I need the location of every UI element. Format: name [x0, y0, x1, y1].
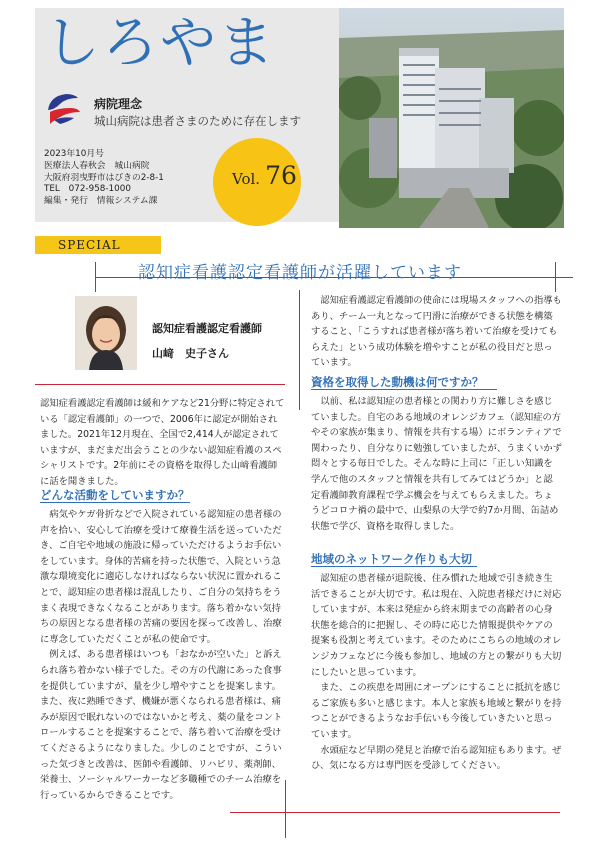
nurse-role: 認知症看護認定看護師	[152, 322, 262, 335]
paragraph: 病気やケガ骨折などで入院されている認知症の患者様の声を拾い、安心して治療を受けて療養生活を送っていただき、ご自宅や地域の施設に帰っていただけるようお手伝いをしています。身体的苦痛を持った状態で、入院という急激な環境変化に適応しなければならない状況に置かれることで、認知症の患者様は混乱したり、ご自分の気持ちをうまく表現できなくなることがあります。落ち着かない気持ちの原因となる患者様の苦痛の要因を探って改善し、治療に専念していただくことが私の使命です。	[40, 509, 282, 645]
nurse-portrait-photo	[75, 296, 137, 370]
motto-text: 城山病院は患者さまのために存在します	[94, 114, 301, 128]
publication-info	[44, 149, 164, 208]
red-rule	[299, 290, 300, 410]
issue-date: 2023年10月号	[44, 149, 104, 159]
red-rule	[35, 384, 285, 385]
section-network-body	[311, 571, 562, 774]
section-heading-network: 地域のネットワーク作りも大切	[311, 552, 472, 566]
section-activities-body	[40, 507, 285, 803]
paragraph: 例えば、ある患者様はいつも「おなかが空いた」と訴えられ落ち着かない様子でした。その方の代謝にあった食事を提供していますが、量を少し増やすことを提案します。また、夜に熟睡できず、機嫌が悪くなられる患者様は、痛みが原因で眠れないのではないかと考え、薬の量をコントロールすることを提案することで、落ち着いて治療を受けてくださるようになりました。少しのことですが、こういった気づきと改善は、医師や看護師、リハビリ、薬剤師、栄養士、ソーシャルワーカーなど多職種でのチーム治療を行っているからできることです。	[40, 649, 283, 801]
hospital-address: 大阪府羽曳野市はびきの2-8-1	[44, 172, 164, 183]
section-underline	[40, 502, 190, 503]
paragraph: また、この疾患を周囲にオープンにすることに抵抗を感じるご家族も多いと感じます。本人と家族も地域と繋がりを持つことができるようなお手伝いも今後していきたいと思っています。	[311, 682, 562, 740]
red-rule	[285, 780, 286, 838]
special-label: SPECIAL	[58, 238, 121, 252]
section-heading-motivation: 資格を取得した動機は何ですか？	[311, 375, 484, 389]
hospital-phone: TEL 072-958-1000	[44, 184, 131, 195]
red-rule	[230, 812, 560, 813]
hospital-logo-icon	[44, 90, 84, 128]
section-heading-activities: どんな活動をしていますか？	[40, 488, 190, 502]
section-underline	[311, 566, 477, 567]
newsletter-title: しろやま	[44, 11, 276, 76]
volume-number	[232, 161, 297, 190]
hospital-aerial-photo	[339, 8, 564, 228]
right-intro-text	[311, 293, 562, 371]
volume-label: Vol.	[232, 170, 261, 188]
article-headline: 認知症看護認定看護師が活躍しています	[138, 263, 462, 283]
nurse-name: 山﨑 史子さん	[152, 347, 229, 360]
paragraph: 認知症看護認定看護師の使命には現場スタッフへの指導もあり、チーム一丸となって円滑に治療ができる状態を構築すること、「こうすれば患者様が落ち着いて治療を受けてもらえた」という成功体験を増やすことが私の役目だと思っています。	[311, 295, 562, 369]
paragraph: 認知症の患者様が退院後、住み慣れた地域で引き続き生活できることが大切です。私は現在、入院患者様だけに対応していますが、本来は発症から終末期までの高齢者の心身状態を総合的に把握し、その時に応じた情報提供やケアの提案も役割と考えています。そのためにこちらの地域のオレンジカフェなどに今後も参加し、地域の方との繋がりも大切にしたいと思っています。	[311, 573, 562, 678]
motto-heading: 病院理念	[94, 97, 143, 111]
section-underline	[311, 389, 497, 390]
volume-value: 76	[265, 161, 297, 190]
publisher: 編集・発行 情報システム課	[44, 196, 158, 207]
paragraph: 水頭症など早期の発見と治療で治る認知症もあります。ぜひ、気になる方は専門医を受診してください。	[311, 744, 562, 772]
section-motivation-body	[311, 394, 562, 534]
intro-text	[40, 396, 285, 490]
hospital-name: 医療法人春秋会 城山病院	[44, 160, 150, 171]
intro-paragraph: 認知症看護認定看護師は緩和ケアなど21分野に特定されている「認定看護師」の一つで、2006年に認定が開始されました。2021年12月現在、全国で2,414人が認定されていますが、まだまだ出会うことの少ない認知症看護のスペシャリストです。2年前にその資格を取得した山﨑看護師に話を聞きました。	[40, 398, 285, 487]
paragraph: 以前、私は認知症の患者様との関わり方に難しさを感じていました。自宅のある地域のオレンジカフェ（認知症の方やその家族が集まり、情報を共有する場）にボランティアで関わったり、自分なりに勉強していましたが、うまくいかず悶々とする毎日でした。そんな時に上司に「正しい知識を学んで他のスタッフと情報を共有してみてはどうか」と認定看護師教育課程で学ぶ機会を与えてもらえました。ちょうどコロナ禍の最中で、山梨県の大学で約7か月間、缶詰め状態で学び、資格を取得しました。	[311, 396, 562, 532]
